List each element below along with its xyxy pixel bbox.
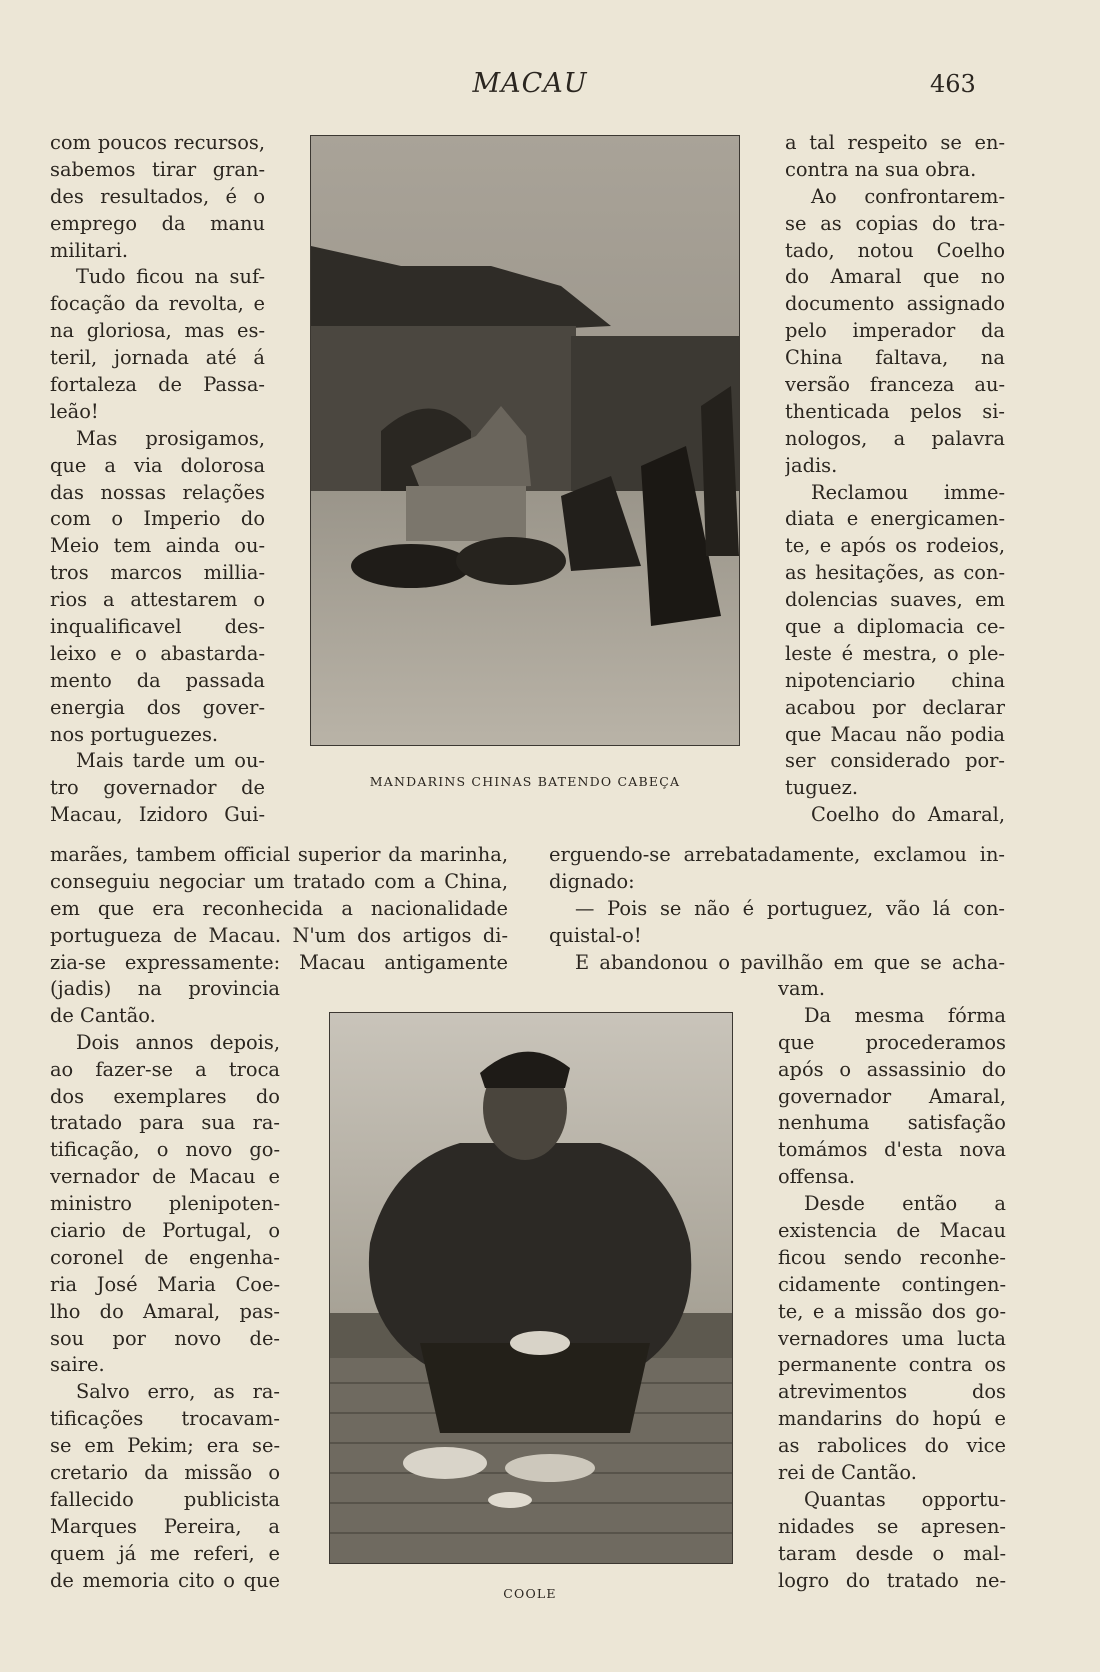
text-line: Coelho do Amaral, bbox=[811, 803, 1005, 827]
text-line: vernadores uma lucta bbox=[778, 1326, 1006, 1350]
text-line: rios a attestarem o bbox=[50, 588, 265, 612]
text-line: marães, tambem official superior da marinha, bbox=[50, 843, 508, 866]
text-line: dignado: bbox=[549, 869, 635, 893]
coole-photograph-image bbox=[330, 1013, 732, 1563]
text-line: saire. bbox=[50, 1353, 105, 1377]
text-line: leste é mestra, o ple- bbox=[785, 641, 1005, 665]
text-line: as hesitações, as con- bbox=[785, 561, 1005, 585]
text-line: que procederamos bbox=[778, 1030, 1006, 1054]
text-line: do Amaral que no bbox=[785, 265, 1005, 289]
text-line: coronel de engenha- bbox=[50, 1245, 280, 1269]
text-line: cretario da missão o bbox=[50, 1461, 280, 1485]
text-line: ria José Maria Coe- bbox=[50, 1272, 280, 1296]
text-line: na gloriosa, mas es- bbox=[50, 319, 265, 343]
text-line: logro do tratado ne- bbox=[778, 1568, 1006, 1592]
text-line: após o assassinio do bbox=[778, 1057, 1006, 1081]
text-line: China faltava, na bbox=[785, 346, 1005, 370]
text-line: lho do Amaral, pas- bbox=[50, 1299, 280, 1323]
text-line: vam. bbox=[778, 977, 826, 1000]
text-line: Salvo erro, as ra- bbox=[76, 1380, 280, 1404]
text-line: que Macau não podia bbox=[785, 722, 1005, 746]
text-line: vernador de Macau e bbox=[50, 1165, 280, 1189]
mandarins-photo-caption: MANDARINS CHINAS BATENDO CABEÇA bbox=[369, 774, 681, 789]
text-line: nenhuma satisfação bbox=[778, 1111, 1006, 1135]
text-line: Dois annos depois, bbox=[76, 1030, 280, 1054]
text-line: ficou sendo reconhe- bbox=[778, 1245, 1006, 1269]
text-line: Macau, Izidoro Gui- bbox=[50, 803, 265, 827]
text-block-right-lower bbox=[778, 976, 1006, 1594]
text-line: te, e a missão dos go- bbox=[778, 1299, 1006, 1323]
text-line: (jadis) na provincia bbox=[50, 977, 280, 1000]
text-line: Da mesma fórma bbox=[804, 1003, 1006, 1027]
text-line: Mais tarde um ou- bbox=[76, 749, 265, 773]
text-line: Ao confrontarem- bbox=[811, 184, 1005, 208]
text-line: pelo imperador da bbox=[785, 319, 1005, 343]
text-line: energia dos gover- bbox=[50, 695, 265, 719]
text-line: Tudo ficou na suf- bbox=[76, 265, 265, 289]
text-line: jadis. bbox=[785, 453, 838, 477]
text-line: governador Amaral, bbox=[778, 1084, 1006, 1108]
text-line: se as copias do tra- bbox=[785, 211, 1005, 235]
text-line: te, e após os rodeios, bbox=[785, 534, 1005, 558]
text-line: emprego da manu bbox=[50, 211, 265, 235]
text-line: tros marcos millia- bbox=[50, 561, 265, 585]
text-line: as rabolices do vice bbox=[778, 1434, 1006, 1458]
text-line: — Pois se não é portuguez, vão lá con- bbox=[575, 896, 1005, 920]
coole-photo-caption: COOLE bbox=[503, 1586, 557, 1601]
text-line: zia-se expressamente: Macau antigamente bbox=[50, 950, 508, 974]
mandarins-photograph bbox=[310, 135, 740, 746]
text-line: nidades se apresen- bbox=[778, 1514, 1006, 1538]
text-line: dos exemplares do bbox=[50, 1084, 280, 1108]
text-line: Mas prosigamos, bbox=[76, 426, 265, 450]
text-line: ciario de Portugal, o bbox=[50, 1219, 280, 1243]
text-line: existencia de Macau bbox=[778, 1219, 1006, 1243]
text-line: mandarins do hopú e bbox=[778, 1407, 1006, 1431]
text-line: contra na sua obra. bbox=[785, 157, 977, 181]
text-line: tomámos d'esta nova bbox=[778, 1138, 1006, 1162]
text-line: sabemos tirar gran- bbox=[50, 157, 265, 181]
text-block-left-wide bbox=[50, 842, 508, 976]
text-line: com poucos recursos, bbox=[50, 131, 265, 154]
running-title: MACAU bbox=[472, 68, 588, 99]
text-line: diata e energicamen- bbox=[785, 507, 1005, 531]
text-line: versão franceza au- bbox=[785, 373, 1005, 397]
text-line: tado, notou Coelho bbox=[785, 238, 1005, 262]
text-line: dolencias suaves, em bbox=[785, 588, 1005, 612]
text-line: thenticada pelos si- bbox=[785, 399, 1005, 423]
text-line: acabou por declarar bbox=[785, 695, 1005, 719]
text-line: em que era reconhecida a nacionalidade bbox=[50, 896, 508, 920]
text-line: mento da passada bbox=[50, 668, 265, 692]
text-line: se em Pekim; era se- bbox=[50, 1434, 280, 1458]
text-line: militari. bbox=[50, 238, 128, 262]
text-line: permanente contra os bbox=[778, 1353, 1006, 1377]
page-number: 463 bbox=[930, 70, 976, 98]
text-line: Marques Pereira, a bbox=[50, 1514, 280, 1538]
text-line: fortaleza de Passa- bbox=[50, 373, 265, 397]
text-line: leixo e o abastarda- bbox=[50, 641, 265, 665]
text-block-right-upper bbox=[785, 130, 1005, 829]
text-line: Meio tem ainda ou- bbox=[50, 534, 265, 558]
text-line: de memoria cito o que bbox=[50, 1568, 280, 1592]
text-line: que a via dolorosa bbox=[50, 453, 265, 477]
text-line: des resultados, é o bbox=[50, 184, 265, 208]
text-line: sou por novo de- bbox=[50, 1326, 280, 1350]
text-line: das nossas relações bbox=[50, 480, 265, 504]
text-line: rei de Cantão. bbox=[778, 1461, 917, 1485]
text-line: que a diplomacia ce- bbox=[785, 615, 1005, 639]
text-line: focação da revolta, e bbox=[50, 292, 265, 316]
text-line: com o Imperio do bbox=[50, 507, 265, 531]
text-line: Desde então a bbox=[804, 1192, 1006, 1216]
text-block-left-upper bbox=[50, 130, 265, 829]
text-line: nologos, a palavra bbox=[785, 426, 1005, 450]
text-line: E abandonou o pavilhão em que se acha- bbox=[575, 950, 1005, 974]
text-line: cidamente contingen- bbox=[778, 1272, 1006, 1296]
coole-photograph bbox=[329, 1012, 733, 1564]
text-line: ser considerado por- bbox=[785, 749, 1005, 773]
text-line: atrevimentos dos bbox=[778, 1380, 1006, 1404]
text-line: inqualificavel des- bbox=[50, 615, 265, 639]
text-line: tificação, o novo go- bbox=[50, 1138, 280, 1162]
text-line: tratado para sua ra- bbox=[50, 1111, 280, 1135]
text-line: Quantas opportu- bbox=[804, 1487, 1006, 1511]
text-line: leão! bbox=[50, 399, 99, 423]
text-line: offensa. bbox=[778, 1165, 856, 1189]
text-line: tuguez. bbox=[785, 776, 859, 800]
text-line: tificações trocavam- bbox=[50, 1407, 280, 1431]
text-line: erguendo-se arrebatadamente, exclamou in- bbox=[549, 843, 1005, 866]
text-line: teril, jornada até á bbox=[50, 346, 265, 370]
text-line: quistal-o! bbox=[549, 923, 642, 947]
text-line: conseguiu negociar um tratado com a China, bbox=[50, 869, 508, 893]
text-line: documento assignado bbox=[785, 292, 1005, 316]
text-line: nos portuguezes. bbox=[50, 722, 219, 746]
text-line: quem já me referi, e bbox=[50, 1541, 280, 1565]
text-line: taram desde o mal- bbox=[778, 1541, 1006, 1565]
text-line: portugueza de Macau. N'um dos artigos di- bbox=[50, 923, 508, 947]
text-line: ministro plenipoten- bbox=[50, 1192, 280, 1216]
text-line: Reclamou imme- bbox=[811, 480, 1005, 504]
text-line: fallecido publicista bbox=[50, 1487, 280, 1511]
mandarins-photograph-image bbox=[311, 136, 739, 745]
text-line: nipotenciario china bbox=[785, 668, 1005, 692]
text-line: a tal respeito se en- bbox=[785, 131, 1005, 154]
text-block-left-lower bbox=[50, 976, 280, 1594]
text-line: ao fazer-se a troca bbox=[50, 1057, 280, 1081]
text-line: de Cantão. bbox=[50, 1003, 156, 1027]
text-block-right-wide bbox=[549, 842, 1005, 976]
text-line: tro governador de bbox=[50, 776, 265, 800]
